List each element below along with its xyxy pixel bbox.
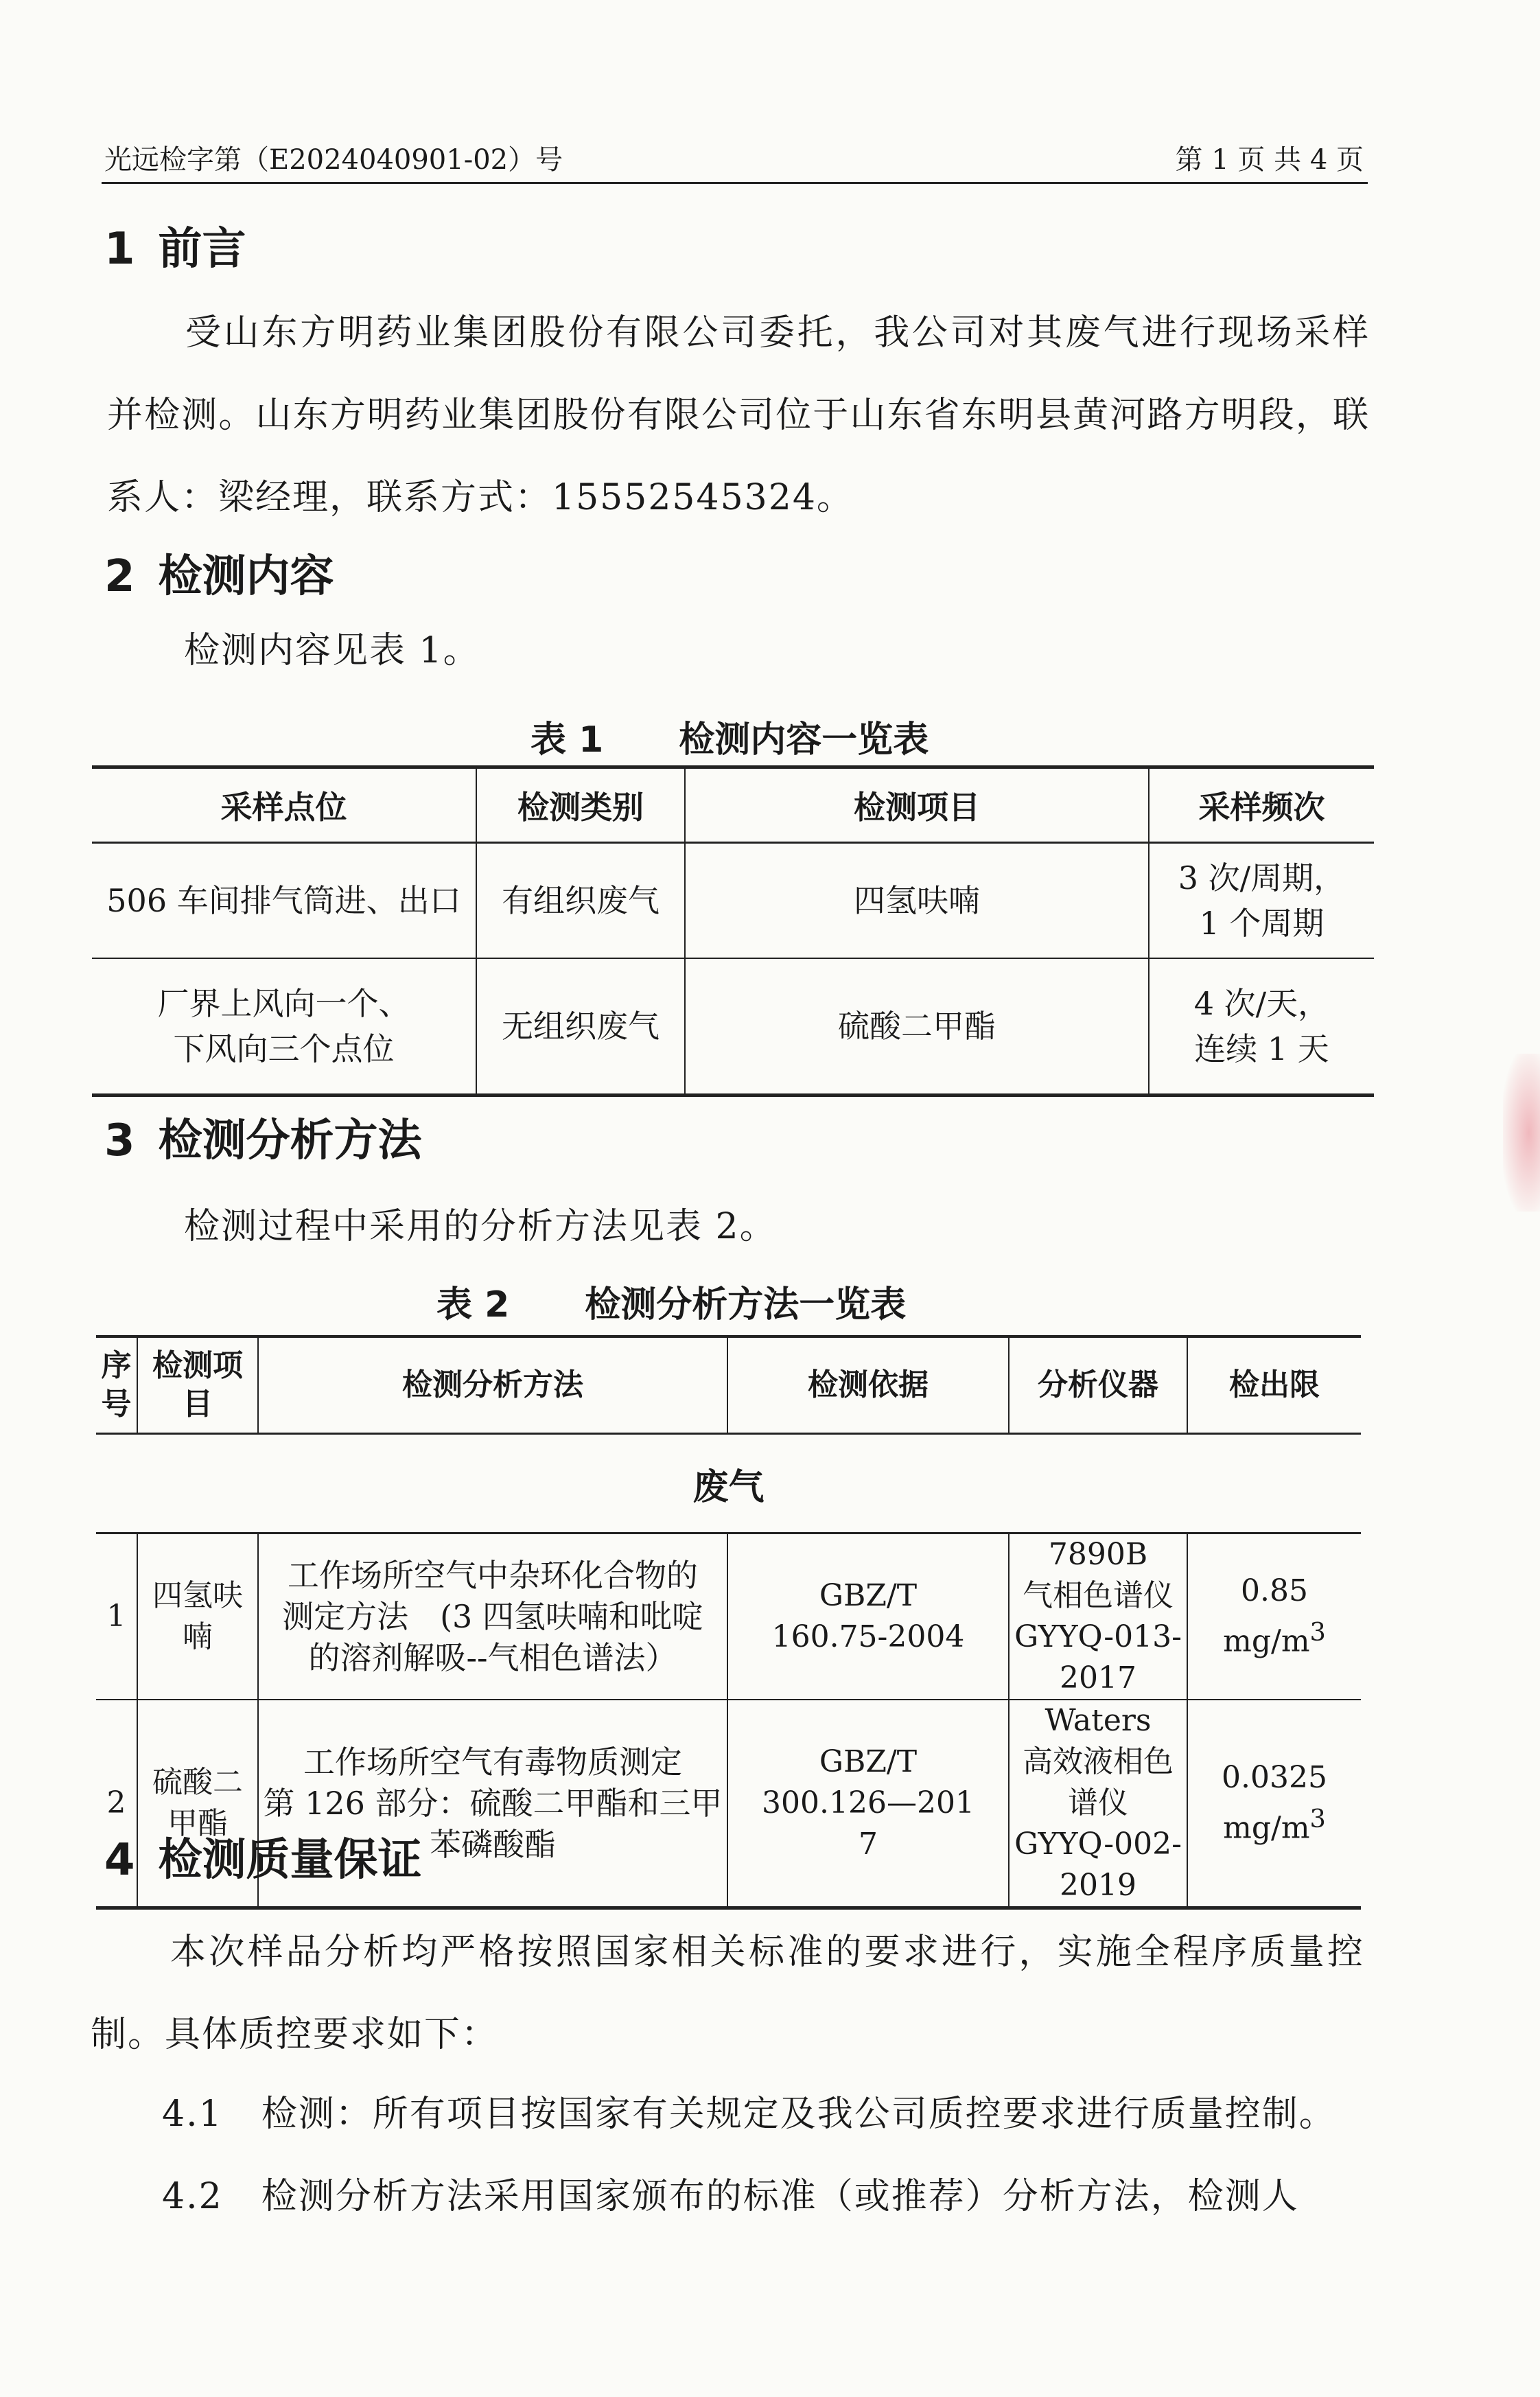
section-number: 2 <box>104 551 135 602</box>
column-header: 检测类别 <box>476 767 685 843</box>
basis-cell <box>727 1533 1009 1700</box>
table-1-caption <box>530 716 929 764</box>
basis-line: 300.126—201 <box>762 1785 975 1820</box>
basis-line: GBZ/T <box>819 1578 918 1613</box>
instrument-cell <box>1009 1533 1187 1700</box>
section-number: 4 <box>104 1835 135 1886</box>
method-line: 苯磷酸酯 <box>430 1826 556 1863</box>
section-2-heading <box>104 549 334 604</box>
qc-item-number: 4.2 <box>162 2176 223 2217</box>
instrument-line: 7890B <box>1048 1537 1148 1572</box>
section-number: 3 <box>104 1115 135 1166</box>
column-header: 检测项目 <box>685 767 1149 843</box>
unit-text: mg/m <box>1223 1810 1310 1846</box>
frequency-cell <box>1149 958 1374 1096</box>
column-header-instrument: 分析仪器 <box>1009 1336 1187 1434</box>
table-2-caption <box>436 1281 906 1329</box>
qc-item-number: 4.1 <box>162 2094 223 2135</box>
seq-cell: 2 <box>96 1700 137 1908</box>
qc-item-4-1 <box>162 2083 1336 2145</box>
column-header-seq <box>96 1336 137 1434</box>
frequency-line: 4 次/天， <box>1193 985 1330 1022</box>
basis-line: 7 <box>859 1827 878 1862</box>
sampling-point-cell: 506 车间排气筒进、出口 <box>92 843 476 959</box>
table-2-analysis-methods <box>96 1335 1361 1910</box>
column-header: 采样频次 <box>1149 767 1374 843</box>
method-line: 的溶剂解吸--气相色谱法） <box>308 1639 677 1676</box>
qc-item-text: 检测分析方法采用国家颁布的标准（或推荐）分析方法，检测人 <box>261 2176 1299 2217</box>
limit-value: 0.0325 <box>1222 1760 1327 1796</box>
table-row <box>92 843 1374 959</box>
basis-line: GBZ/T <box>819 1744 918 1779</box>
item-cell: 四氢呋喃 <box>685 843 1149 959</box>
item-line: 甲酯 <box>167 1806 228 1841</box>
qc-item-4-2 <box>162 2166 1299 2227</box>
item-line: 四氢呋 <box>152 1578 243 1613</box>
section-title: 检测内容 <box>158 551 334 602</box>
table-section-row <box>96 1434 1361 1533</box>
sampling-point-cell <box>92 958 476 1096</box>
header-line: 检测项 <box>152 1348 243 1383</box>
instrument-line: 高效液相色谱仪 <box>1023 1744 1174 1820</box>
column-header-method: 检测分析方法 <box>258 1336 727 1434</box>
section-2-paragraph: 检测内容见表 1。 <box>184 630 480 671</box>
section-4-heading <box>104 1833 422 1888</box>
limit-unit <box>1188 1798 1361 1849</box>
item-cell: 硫酸二甲酯 <box>685 958 1149 1096</box>
basis-cell <box>727 1700 1009 1908</box>
sampling-point-line: 下风向三个点位 <box>173 1030 395 1067</box>
column-header: 采样点位 <box>92 767 476 843</box>
unit-superscript: 3 <box>1309 1804 1326 1834</box>
instrument-line: Waters <box>1045 1703 1152 1738</box>
header-line: 目 <box>183 1387 213 1422</box>
unit-superscript: 3 <box>1309 1617 1326 1647</box>
sampling-point-line: 厂界上风向一个、 <box>157 985 410 1022</box>
caption-label: 表 1 <box>530 719 604 761</box>
table-row <box>92 958 1374 1096</box>
section-1-heading <box>104 222 246 277</box>
item-line: 硫酸二 <box>152 1765 243 1800</box>
section-title: 检测质量保证 <box>158 1835 422 1886</box>
table-row <box>96 1533 1361 1700</box>
category-cell: 无组织废气 <box>476 958 685 1096</box>
frequency-line: 连续 1 天 <box>1194 1030 1329 1067</box>
method-line: 第 126 部分：硫酸二甲酯和三甲 <box>263 1785 723 1822</box>
category-cell: 有组织废气 <box>476 843 685 959</box>
column-header-basis: 检测依据 <box>727 1336 1009 1434</box>
instrument-line: GYYQ-002-2019 <box>1014 1827 1182 1903</box>
caption-label: 表 2 <box>436 1284 510 1325</box>
item-cell <box>137 1533 258 1700</box>
table-header-row <box>92 767 1374 843</box>
header-line: 序 <box>101 1348 132 1383</box>
red-seal-stamp-edge <box>1503 1054 1540 1212</box>
section-label: 废气 <box>96 1434 1361 1533</box>
section-3-heading <box>104 1113 422 1168</box>
report-number: 光远检字第（E2024040901-02）号 <box>104 144 563 176</box>
section-title: 前言 <box>158 224 246 275</box>
method-cell <box>258 1533 727 1700</box>
method-line: 工作场所空气有毒物质测定 <box>303 1744 682 1781</box>
instrument-line: GYYQ-013-2017 <box>1014 1619 1182 1695</box>
page-indicator: 第 1 页 共 4 页 <box>1175 144 1364 176</box>
caption-title: 检测分析方法一览表 <box>585 1284 907 1325</box>
section-3-paragraph: 检测过程中采用的分析方法见表 2。 <box>184 1206 777 1247</box>
unit-text: mg/m <box>1223 1623 1310 1659</box>
section-1-paragraph: 受山东方明药业集团股份有限公司委托，我公司对其废气进行现场采样并检测。山东方明药业集团股份有限公司位于山东省东明县黄河路方明段，联系人：梁经理，联系方式：15552545324。 <box>107 312 1370 518</box>
frequency-line: 1 个周期 <box>1199 905 1325 942</box>
table-1-detection-content <box>92 765 1374 1097</box>
column-header-limit: 检出限 <box>1187 1336 1361 1434</box>
page-header <box>102 141 1368 184</box>
frequency-cell <box>1149 843 1374 959</box>
column-header-item <box>137 1336 258 1434</box>
method-line: 工作场所空气中杂环化合物的 <box>288 1557 698 1594</box>
limit-cell <box>1187 1533 1361 1700</box>
header-line: 号 <box>101 1387 132 1422</box>
method-line: 测定方法 (3 四氢呋喃和吡啶 <box>282 1598 703 1635</box>
limit-cell <box>1187 1700 1361 1908</box>
instrument-cell <box>1009 1700 1187 1908</box>
caption-title: 检测内容一览表 <box>679 719 929 761</box>
instrument-line: 气相色谱仪 <box>1023 1578 1174 1613</box>
section-number: 1 <box>104 224 135 275</box>
section-title: 检测分析方法 <box>158 1115 422 1166</box>
item-line: 喃 <box>183 1619 213 1654</box>
frequency-line: 3 次/周期， <box>1178 859 1346 896</box>
table-header-row <box>96 1336 1361 1434</box>
qc-item-text: 检测：所有项目按国家有关规定及我公司质控要求进行质量控制。 <box>261 2094 1336 2135</box>
seq-cell: 1 <box>96 1533 137 1700</box>
basis-line: 160.75-2004 <box>771 1619 965 1654</box>
limit-unit <box>1188 1612 1361 1663</box>
section-4-paragraph: 本次样品分析均严格按照国家相关标准的要求进行，实施全程序质量控制。具体质控要求如下： <box>91 1932 1364 2055</box>
limit-value: 0.85 <box>1241 1573 1308 1609</box>
